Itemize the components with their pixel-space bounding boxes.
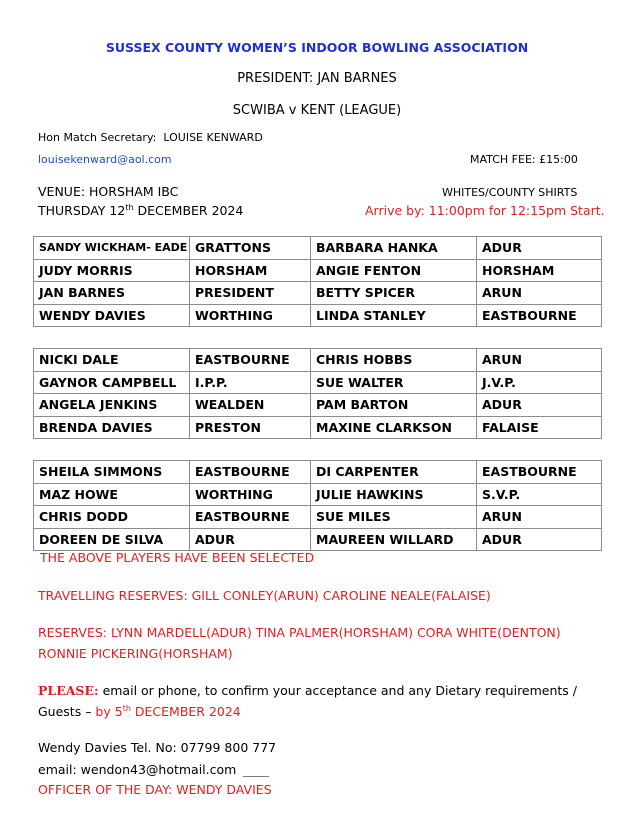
table-row [34, 506, 602, 529]
player-name: SHEILA SIMMONS [34, 461, 190, 484]
player-name: MAXINE CLARKSON [311, 416, 477, 439]
dress-code: WHITES/COUNTY SHIRTS [442, 186, 578, 199]
player-name: SUE WALTER [311, 371, 477, 394]
player-club: WORTHING [190, 304, 311, 327]
player-name: BARBARA HANKA [311, 237, 477, 260]
player-name: MAUREEN WILLARD [311, 528, 477, 551]
player-club: EASTBOURNE [190, 506, 311, 529]
table-row [34, 483, 602, 506]
travelling-reserves: TRAVELLING RESERVES: GILL CONLEY(ARUN) CAROLINE NEALE(FALAISE) [38, 588, 491, 603]
player-name: MAZ HOWE [34, 483, 190, 506]
player-name: NICKI DALE [34, 349, 190, 372]
table-row [34, 371, 602, 394]
match-title: SCWIBA v KENT (LEAGUE) [232, 103, 402, 118]
reserves-line-2: RONNIE PICKERING(HORSHAM) [38, 646, 233, 661]
selected-note: THE ABOVE PLAYERS HAVE BEEN SELECTED [40, 550, 315, 565]
player-club: I.P.P. [190, 371, 311, 394]
player-name: GAYNOR CAMPBELL [34, 371, 190, 394]
date-sup: th [125, 202, 134, 212]
player-name: CHRIS HOBBS [311, 349, 477, 372]
player-club: S.V.P. [477, 483, 602, 506]
player-club: FALAISE [477, 416, 602, 439]
please-line-2 [38, 701, 241, 722]
match-date [38, 203, 243, 218]
player-name: WENDY DAVIES [34, 304, 190, 327]
player-club: GRATTONS [190, 237, 311, 260]
player-name: JUDY MORRIS [34, 259, 190, 282]
deadline [95, 704, 240, 719]
table-row [34, 282, 602, 305]
player-name: ANGELA JENKINS [34, 394, 190, 417]
guests-text: Guests – [38, 704, 96, 719]
association-title: SUSSEX COUNTY WOMEN’S INDOOR BOWLING ASSOCIATION [105, 40, 529, 55]
player-name: BETTY SPICER [311, 282, 477, 305]
rink-table-2 [33, 348, 602, 439]
player-club: EASTBOURNE [477, 304, 602, 327]
player-club: J.V.P. [477, 371, 602, 394]
player-club: EASTBOURNE [190, 461, 311, 484]
player-name: ANGIE FENTON [311, 259, 477, 282]
player-name: CHRIS DODD [34, 506, 190, 529]
player-club: ARUN [477, 349, 602, 372]
president-line: PRESIDENT: JAN BARNES [237, 71, 397, 86]
please-line-1 [38, 680, 577, 701]
player-name: LINDA STANLEY [311, 304, 477, 327]
secretary-label: Hon Match Secretary: [38, 131, 157, 144]
contact-email[interactable]: email: wendon43@hotmail.com [38, 762, 237, 777]
table-row [34, 259, 602, 282]
player-name: SANDY WICKHAM- EADE [34, 237, 190, 260]
player-club: HORSHAM [190, 259, 311, 282]
player-name: JULIE HAWKINS [311, 483, 477, 506]
arrive-time: Arrive by: 11:00pm for 12:15pm Start. [365, 203, 605, 218]
secretary-line [38, 131, 263, 144]
reserves-line-1: RESERVES: LYNN MARDELL(ADUR) TINA PALMER(HORSHAM) CORA WHITE(DENTON) [38, 625, 561, 640]
player-club: PRESTON [190, 416, 311, 439]
player-name: PAM BARTON [311, 394, 477, 417]
player-club: WORTHING [190, 483, 311, 506]
deadline-suffix: DECEMBER 2024 [130, 704, 241, 719]
venue: VENUE: HORSHAM IBC [38, 184, 179, 199]
table-row [34, 394, 602, 417]
please-text: email or phone, to confirm your acceptance and any Dietary requirements / [98, 683, 578, 698]
player-club: HORSHAM [477, 259, 602, 282]
contact-phone: Wendy Davies Tel. No: 07799 800 777 [38, 740, 277, 755]
date-prefix: THURSDAY 12 [38, 203, 126, 218]
player-club: ARUN [477, 282, 602, 305]
player-name: BRENDA DAVIES [34, 416, 190, 439]
player-club: EASTBOURNE [477, 461, 602, 484]
secretary-name: LOUISE KENWARD [163, 131, 263, 144]
deadline-prefix: by 5 [95, 704, 123, 719]
player-club: ARUN [477, 506, 602, 529]
player-name: DI CARPENTER [311, 461, 477, 484]
secretary-email[interactable]: louisekenward@aol.com [38, 153, 172, 166]
table-row [34, 304, 602, 327]
player-club: ADUR [477, 237, 602, 260]
table-row [34, 237, 602, 260]
rink-table-3 [33, 460, 602, 551]
table-row [34, 461, 602, 484]
player-club: WEALDEN [190, 394, 311, 417]
email-underline [243, 776, 269, 777]
table-row [34, 528, 602, 551]
player-name: JAN BARNES [34, 282, 190, 305]
player-name: DOREEN DE SILVA [34, 528, 190, 551]
deadline-sup: th [122, 703, 131, 713]
table-row [34, 416, 602, 439]
date-suffix: DECEMBER 2024 [133, 203, 244, 218]
player-name: SUE MILES [311, 506, 477, 529]
player-club: EASTBOURNE [190, 349, 311, 372]
player-club: ADUR [190, 528, 311, 551]
match-fee: MATCH FEE: £15:00 [470, 153, 578, 166]
player-club: PRESIDENT [190, 282, 311, 305]
player-club: ADUR [477, 394, 602, 417]
please-label: PLEASE: [38, 683, 99, 698]
table-row [34, 349, 602, 372]
officer-of-day: OFFICER OF THE DAY: WENDY DAVIES [38, 782, 272, 797]
player-club: ADUR [477, 528, 602, 551]
rink-table-1 [33, 236, 602, 327]
